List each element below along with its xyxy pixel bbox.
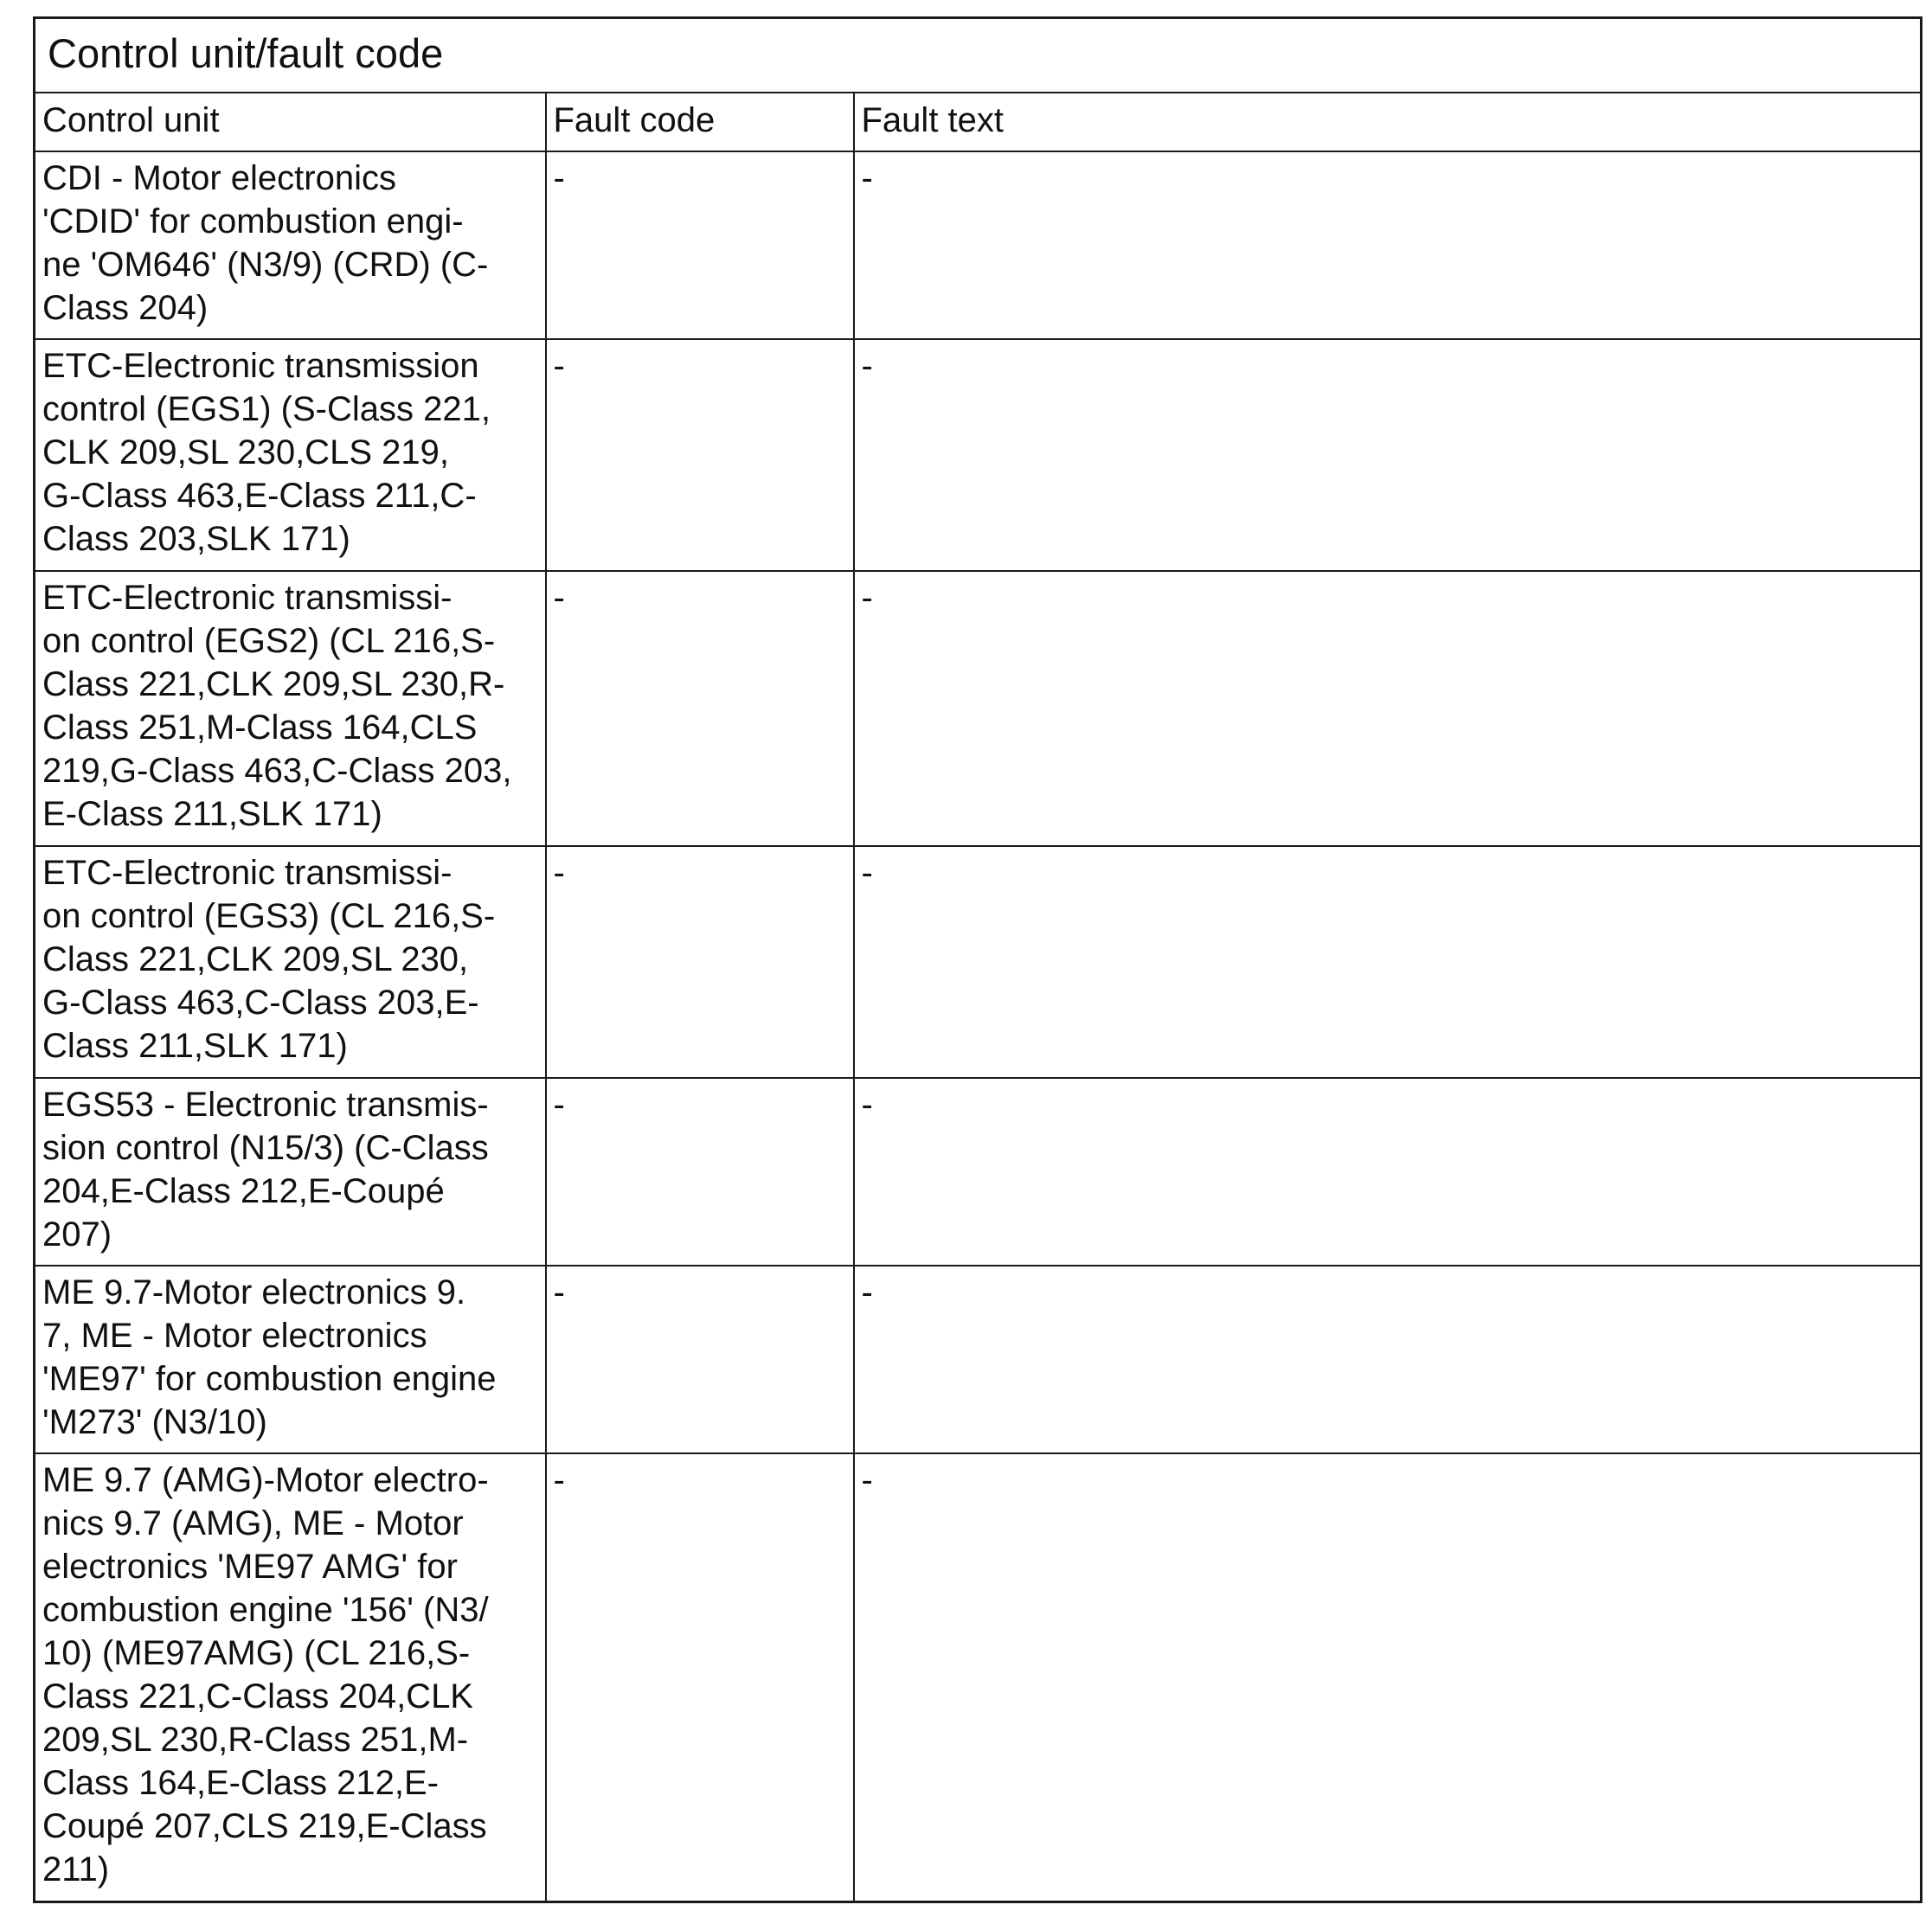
header-fault-code: Fault code xyxy=(546,93,854,151)
cell-fault-code: - xyxy=(546,1266,854,1453)
cell-fault-code: - xyxy=(546,1453,854,1901)
table-title: Control unit/fault code xyxy=(35,18,1922,93)
cell-fault-code: - xyxy=(546,1078,854,1266)
control-unit-fault-code-table xyxy=(33,16,1922,1903)
cell-control-unit: ETC-Electronic transmissi- on control (EGS2) (CL 216,S- Class 221,CLK 209,SL 230,R- Class 251,M-Class 164,CLS 219,G-Class 463,C-Class 203, E-Class 211,SLK 171) xyxy=(35,571,546,846)
cell-fault-text: - xyxy=(854,1078,1922,1266)
table-row xyxy=(35,151,1922,339)
cell-fault-code: - xyxy=(546,339,854,571)
cell-fault-text: - xyxy=(854,1453,1922,1901)
cell-control-unit: ETC-Electronic transmission control (EGS1) (S-Class 221, CLK 209,SL 230,CLS 219, G-Class 463,E-Class 211,C- Class 203,SLK 171) xyxy=(35,339,546,571)
cell-control-unit: ETC-Electronic transmissi- on control (EGS3) (CL 216,S- Class 221,CLK 209,SL 230, G-Class 463,C-Class 203,E- Class 211,SLK 171) xyxy=(35,846,546,1078)
cell-fault-text: - xyxy=(854,571,1922,846)
cell-fault-text: - xyxy=(854,151,1922,339)
cell-control-unit: CDI - Motor electronics 'CDID' for combustion engi- ne 'OM646' (N3/9) (CRD) (C- Class 204) xyxy=(35,151,546,339)
table-row xyxy=(35,571,1922,846)
table-header-row xyxy=(35,93,1922,151)
cell-fault-text: - xyxy=(854,1266,1922,1453)
table-title-row xyxy=(35,18,1922,93)
cell-fault-text: - xyxy=(854,339,1922,571)
table-row xyxy=(35,1266,1922,1453)
table-row xyxy=(35,339,1922,571)
cell-control-unit: EGS53 - Electronic transmis- sion control (N15/3) (C-Class 204,E-Class 212,E-Coupé 207) xyxy=(35,1078,546,1266)
table-row xyxy=(35,846,1922,1078)
table-row xyxy=(35,1078,1922,1266)
cell-fault-text: - xyxy=(854,846,1922,1078)
cell-fault-code: - xyxy=(546,151,854,339)
header-fault-text: Fault text xyxy=(854,93,1922,151)
cell-control-unit: ME 9.7-Motor electronics 9. 7, ME - Motor electronics 'ME97' for combustion engine 'M273' (N3/10) xyxy=(35,1266,546,1453)
table-row xyxy=(35,1453,1922,1901)
cell-fault-code: - xyxy=(546,571,854,846)
cell-fault-code: - xyxy=(546,846,854,1078)
header-control-unit: Control unit xyxy=(35,93,546,151)
cell-control-unit: ME 9.7 (AMG)-Motor electro- nics 9.7 (AMG), ME - Motor electronics 'ME97 AMG' for combustion engine '156' (N3/ 10) (ME97AMG) (CL 216,S- Class 221,C-Class 204,CLK 209,SL 230,R-Class 251,M- Class 164,E-Class 212,E- Coupé 207,CLS 219,E-Class 211) xyxy=(35,1453,546,1901)
